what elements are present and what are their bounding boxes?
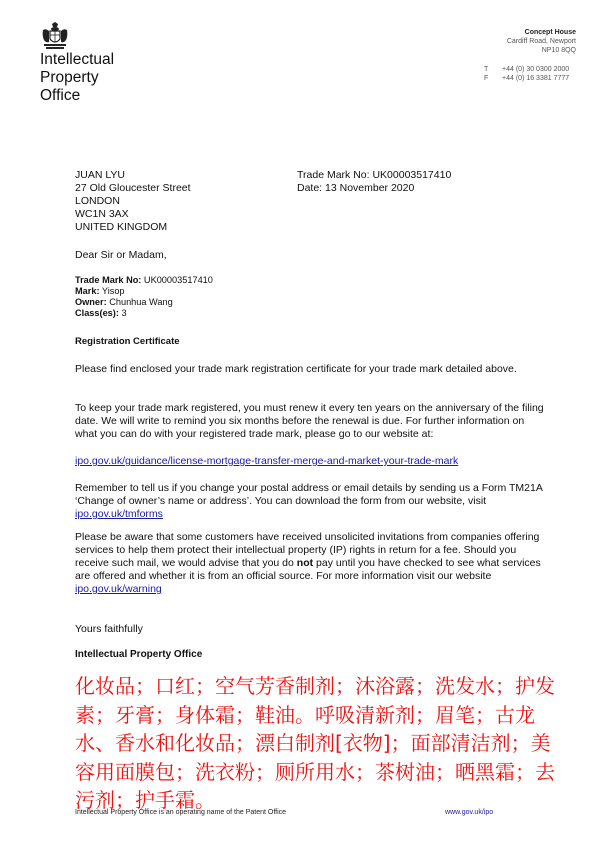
paragraph-text: Please be aware that some customers have received unsolicited invitations from companies offering services to help them protect their intellectual property (IP) rights in return for a fee. Should you receive such mail, we would advise that you do — [75, 531, 540, 569]
tmforms-link[interactable]: ipo.gov.uk/tmforms — [75, 508, 163, 520]
tm-label: Trade Mark No: — [75, 275, 142, 285]
paragraph-text: pay until you have checked to see what services are offered and whether it is from an official source. For more information visit our website — [75, 557, 541, 582]
recipient-line: UNITED KINGDOM — [75, 221, 168, 233]
fax-label: F — [484, 75, 489, 82]
closing: Yours faithfully — [75, 623, 143, 635]
ipo-logo-text — [40, 51, 114, 105]
logo-line: Office — [40, 87, 81, 104]
section-heading: Registration Certificate — [75, 336, 180, 347]
phone-number: +44 (0) 30 0300 2000 — [502, 66, 570, 73]
emphasis-not: not — [296, 557, 314, 569]
recipient-line: JUAN LYU — [75, 169, 125, 181]
goods-list-overlay: 化妆品；口红；空气芳香制剂；沐浴露；洗发水；护发素；牙膏；身体霜；鞋油。呼吸清新剂；眉笔；古龙水、香水和化妆品；漂白制剂[衣物]；面部清洁剂；美容用面膜包；洗衣粉；厕所用水；茶树油；晒黑霜；去污剂；护手霜。 — [75, 674, 555, 812]
sender-postcode: NP10 8QQ — [541, 47, 576, 54]
sender-line: Cardiff Road, Newport — [506, 38, 576, 45]
paragraph-renewal: To keep your trade mark registered, you must renew it every ten years on the anniversary of the filing date. We will write to remind you six months before the renewal is due. For further information on what you can do with your registered trade mark, please go to our website at: — [75, 402, 544, 440]
paragraph-text: Remember to tell us if you change your postal address or email details by sending us a Form TM21A ‘Change of owner’s name or address’. You can download the form from our website, visit — [75, 482, 543, 507]
reference-block — [297, 169, 451, 195]
phone-label: T — [484, 66, 489, 73]
mark-label: Mark: — [75, 286, 100, 296]
recipient-line: WC1N 3AX — [75, 208, 129, 220]
guidance-link[interactable]: ipo.gov.uk/guidance/license-mortgage-transfer-merge-and-market-your-trade-mark — [75, 455, 459, 467]
class-value: 3 — [118, 308, 127, 318]
trade-mark-details — [75, 275, 213, 319]
royal-coat-of-arms-icon — [40, 22, 70, 50]
recipient-address — [75, 169, 191, 234]
trade-mark-number: Trade Mark No: UK00003517410 — [297, 169, 452, 181]
footer-website-link[interactable]: www.gov.uk/ipo — [445, 809, 494, 816]
owner-label: Owner: — [75, 297, 107, 307]
signature: Intellectual Property Office — [75, 649, 203, 660]
warning-link[interactable]: ipo.gov.uk/warning — [75, 583, 162, 595]
tm-value: UK00003517410 — [141, 275, 213, 285]
paragraph-warning — [75, 531, 545, 596]
logo-line: Intellectual — [40, 51, 115, 68]
paragraph-enclosed: Please find enclosed your trade mark registration certificate for your trade mark detailed above. — [75, 363, 517, 375]
class-label: Class(es): — [75, 308, 119, 318]
fax-number: +44 (0) 16 3381 7777 — [502, 75, 570, 82]
recipient-line: 27 Old Gloucester Street — [75, 182, 191, 194]
recipient-line: LONDON — [75, 195, 120, 207]
salutation: Dear Sir or Madam, — [75, 249, 167, 261]
sender-name: Concept House — [524, 29, 576, 36]
sender-address — [507, 28, 576, 55]
letter-date: Date: 13 November 2020 — [297, 182, 415, 194]
paragraph-change-details — [75, 482, 545, 521]
logo-line: Property — [40, 69, 99, 86]
footer-note: Intellectual Property Office is an operating name of the Patent Office — [75, 809, 287, 816]
sender-contact — [484, 65, 569, 83]
owner-value: Chunhua Wang — [106, 297, 173, 307]
mark-value: Yisop — [99, 286, 125, 296]
